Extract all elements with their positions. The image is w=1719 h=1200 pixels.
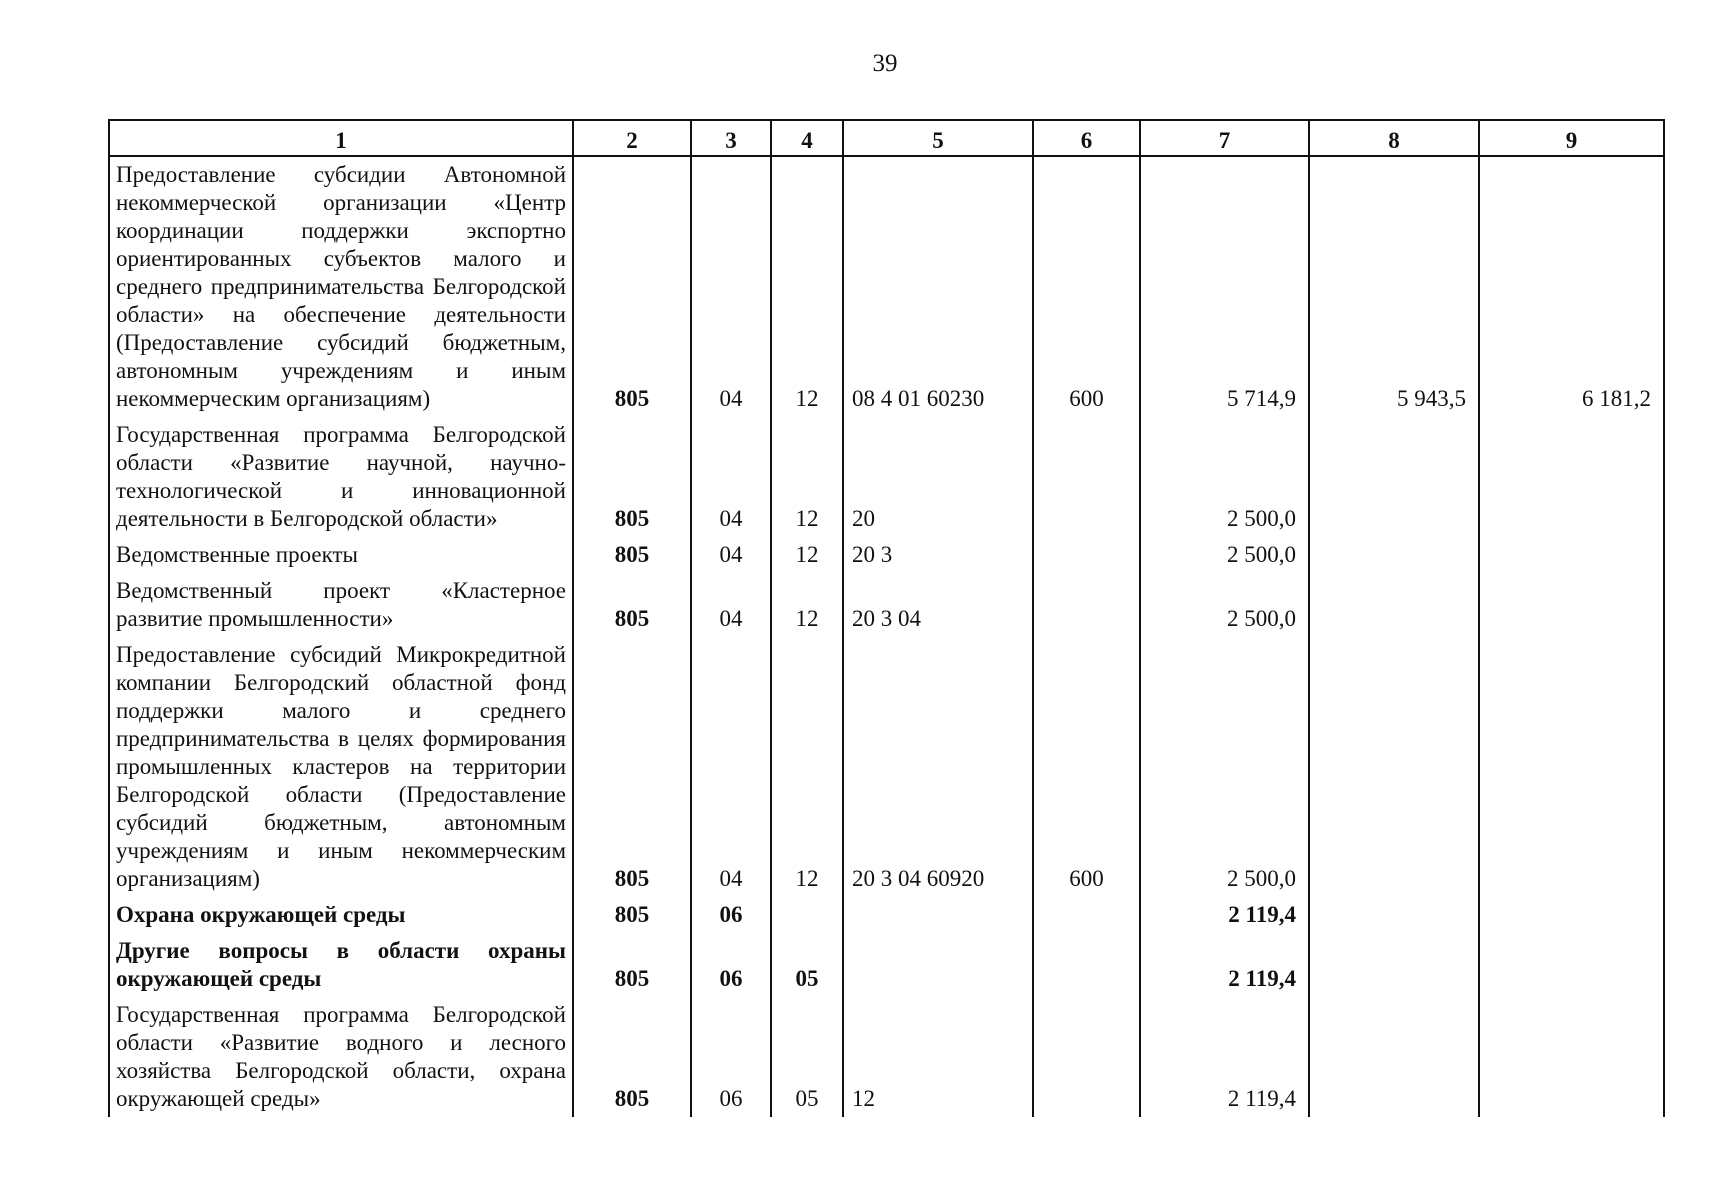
row-name-cell: Охрана окружающей среды — [109, 897, 573, 933]
row-expense-type-cell: 600 — [1033, 637, 1140, 897]
row-amount-year2-cell — [1309, 573, 1479, 637]
budget-table — [108, 119, 1665, 1117]
row-amount-year1-cell: 2 500,0 — [1140, 417, 1309, 537]
column-header: 6 — [1033, 120, 1140, 156]
row-name-cell: Предоставление субсидии Автономной некоммерческой организации «Центр координации поддержки экспортно ориентированных субъектов малого и среднего предпринимательства Белгородской области» на обеспечение деятельности (Предоставление субсидий бюджетным, автономным учреждениям и иным некоммерческим организациям) — [109, 156, 573, 417]
table-row — [109, 897, 1664, 933]
row-section-cell: 04 — [691, 573, 771, 637]
column-header: 7 — [1140, 120, 1309, 156]
row-amount-year1-cell: 2 500,0 — [1140, 537, 1309, 573]
row-amount-year2-cell: 5 943,5 — [1309, 156, 1479, 417]
row-code-cell: 805 — [573, 537, 691, 573]
row-amount-year1-cell: 5 714,9 — [1140, 156, 1309, 417]
table-row — [109, 637, 1664, 897]
row-amount-year1-cell: 2 119,4 — [1140, 933, 1309, 997]
row-amount-year3-cell — [1479, 417, 1664, 537]
column-header: 2 — [573, 120, 691, 156]
row-subsection-cell: 05 — [771, 933, 843, 997]
row-target-article-cell — [843, 933, 1033, 997]
row-code-cell: 805 — [573, 637, 691, 897]
row-amount-year3-cell — [1479, 897, 1664, 933]
row-amount-year3-cell: 6 181,2 — [1479, 156, 1664, 417]
row-subsection-cell: 12 — [771, 156, 843, 417]
row-section-cell: 04 — [691, 637, 771, 897]
row-amount-year1-cell: 2 500,0 — [1140, 637, 1309, 897]
row-section-cell: 04 — [691, 417, 771, 537]
column-header: 8 — [1309, 120, 1479, 156]
table-row — [109, 997, 1664, 1117]
row-section-cell: 06 — [691, 897, 771, 933]
row-name-cell: Государственная программа Белгородской области «Развитие водного и лесного хозяйства Белгородской области, охрана окружающей среды» — [109, 997, 573, 1117]
row-amount-year2-cell — [1309, 897, 1479, 933]
row-amount-year3-cell — [1479, 637, 1664, 897]
row-subsection-cell: 12 — [771, 573, 843, 637]
row-subsection-cell: 05 — [771, 997, 843, 1117]
row-target-article-cell — [843, 897, 1033, 933]
column-header: 4 — [771, 120, 843, 156]
row-expense-type-cell — [1033, 573, 1140, 637]
table-row — [109, 933, 1664, 997]
row-section-cell: 06 — [691, 933, 771, 997]
row-expense-type-cell — [1033, 417, 1140, 537]
page-number: 39 — [872, 50, 898, 77]
row-amount-year3-cell — [1479, 997, 1664, 1117]
table-body — [109, 156, 1664, 1117]
row-name-cell: Ведомственный проект «Кластерное развитие промышленности» — [109, 573, 573, 637]
column-header: 3 — [691, 120, 771, 156]
row-subsection-cell — [771, 897, 843, 933]
row-target-article-cell: 12 — [843, 997, 1033, 1117]
row-amount-year2-cell — [1309, 537, 1479, 573]
row-subsection-cell: 12 — [771, 417, 843, 537]
table-row — [109, 417, 1664, 537]
row-code-cell: 805 — [573, 417, 691, 537]
row-amount-year2-cell — [1309, 637, 1479, 897]
row-expense-type-cell — [1033, 997, 1140, 1117]
row-amount-year2-cell — [1309, 997, 1479, 1117]
header-row — [109, 120, 1664, 156]
row-code-cell: 805 — [573, 156, 691, 417]
row-amount-year2-cell — [1309, 933, 1479, 997]
row-target-article-cell: 20 — [843, 417, 1033, 537]
row-name-cell: Другие вопросы в области охраны окружающей среды — [109, 933, 573, 997]
row-expense-type-cell: 600 — [1033, 156, 1140, 417]
row-code-cell: 805 — [573, 997, 691, 1117]
row-section-cell: 04 — [691, 537, 771, 573]
row-section-cell: 06 — [691, 997, 771, 1117]
row-name-cell: Государственная программа Белгородской области «Развитие научной, научно-технологической и инновационной деятельности в Белгородской области» — [109, 417, 573, 537]
row-target-article-cell: 20 3 04 60920 — [843, 637, 1033, 897]
row-target-article-cell: 08 4 01 60230 — [843, 156, 1033, 417]
row-expense-type-cell — [1033, 933, 1140, 997]
row-amount-year2-cell — [1309, 417, 1479, 537]
table-row — [109, 537, 1664, 573]
row-amount-year1-cell: 2 119,4 — [1140, 897, 1309, 933]
row-section-cell: 04 — [691, 156, 771, 417]
row-amount-year3-cell — [1479, 573, 1664, 637]
row-target-article-cell: 20 3 04 — [843, 573, 1033, 637]
column-header: 9 — [1479, 120, 1664, 156]
column-header: 5 — [843, 120, 1033, 156]
row-expense-type-cell — [1033, 537, 1140, 573]
column-header: 1 — [109, 120, 573, 156]
row-name-cell: Предоставление субсидий Микрокредитной компании Белгородский областной фонд поддержки малого и среднего предпринимательства в целях формирования промышленных кластеров на территории Белгородской области (Предоставление субсидий бюджетным, автономным учреждениям и иным некоммерческим организациям) — [109, 637, 573, 897]
row-name-cell: Ведомственные проекты — [109, 537, 573, 573]
row-code-cell: 805 — [573, 573, 691, 637]
table-row — [109, 573, 1664, 637]
row-code-cell: 805 — [573, 933, 691, 997]
row-subsection-cell: 12 — [771, 537, 843, 573]
row-code-cell: 805 — [573, 897, 691, 933]
table-row — [109, 156, 1664, 417]
row-target-article-cell: 20 3 — [843, 537, 1033, 573]
row-amount-year1-cell: 2 500,0 — [1140, 573, 1309, 637]
row-subsection-cell: 12 — [771, 637, 843, 897]
row-amount-year3-cell — [1479, 933, 1664, 997]
row-amount-year3-cell — [1479, 537, 1664, 573]
row-amount-year1-cell: 2 119,4 — [1140, 997, 1309, 1117]
row-expense-type-cell — [1033, 897, 1140, 933]
